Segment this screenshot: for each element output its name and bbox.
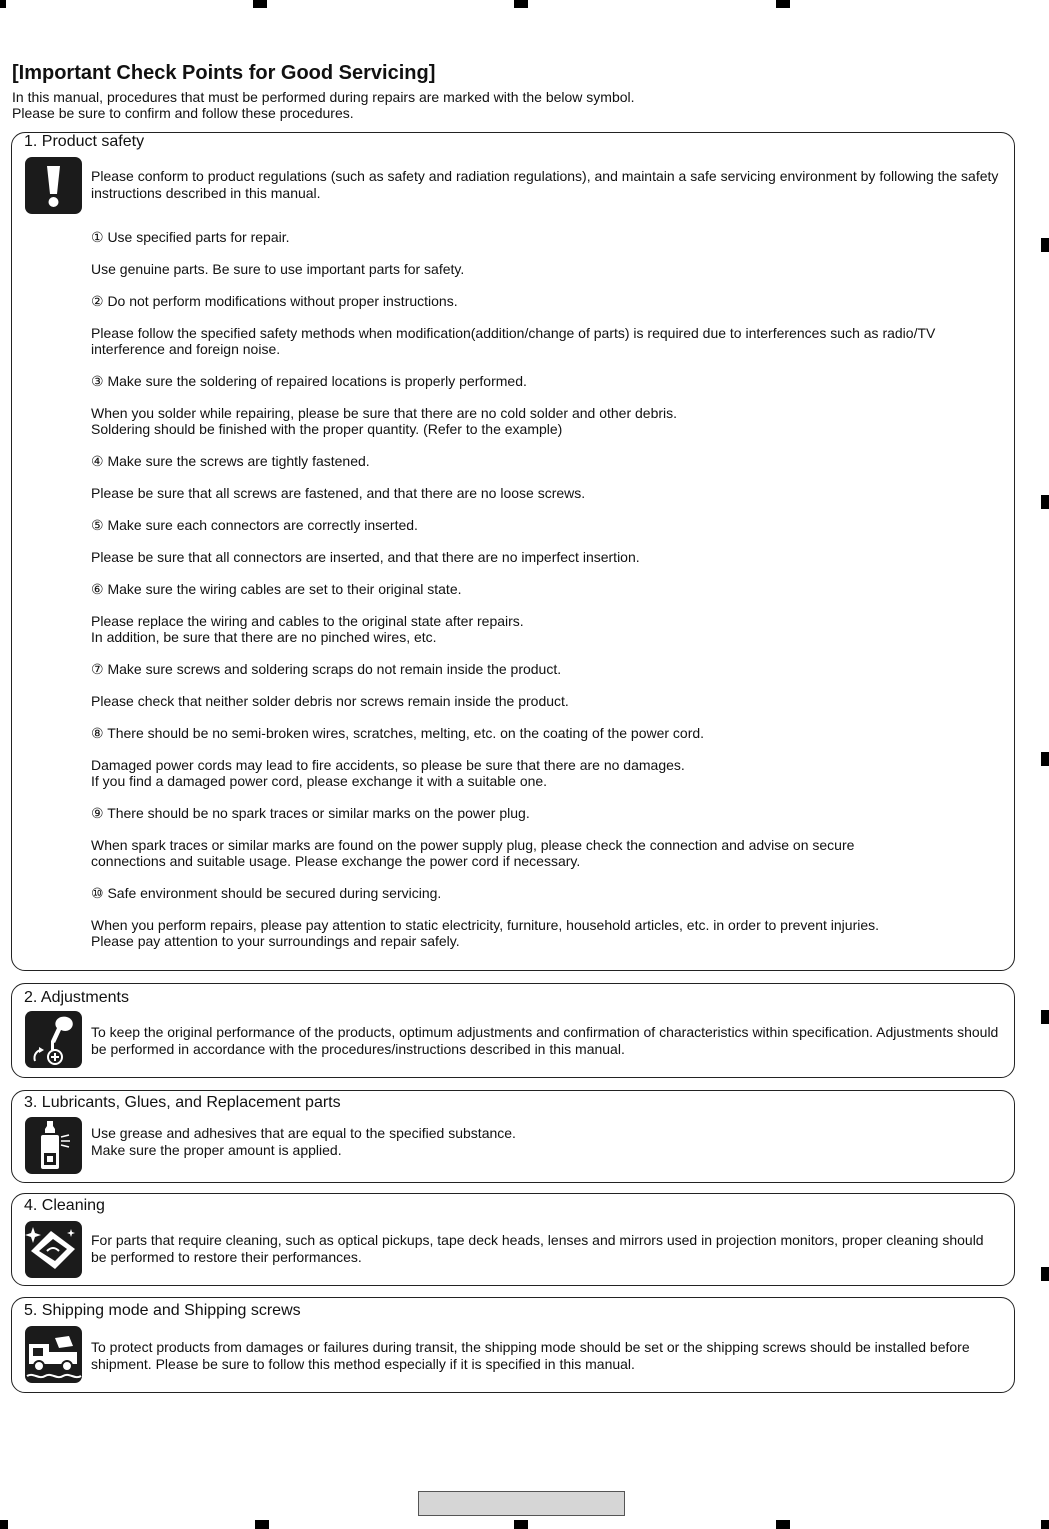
adjustments-section bbox=[11, 983, 1015, 1078]
list-item-body: When you solder while repairing, please be sure that there are no cold solder and other debris. Soldering should be finished with the proper quantity. (Refer to the example) bbox=[91, 405, 678, 437]
intro-line: Please be sure to confirm and follow these procedures. bbox=[12, 105, 354, 121]
lubricant-icon bbox=[25, 1117, 82, 1174]
crop-mark bbox=[1041, 1267, 1049, 1281]
shipping-truck-icon bbox=[25, 1326, 82, 1383]
list-item-body: Please replace the wiring and cables to the original state after repairs. In addition, be sure that there are no pinched wires, etc. bbox=[91, 613, 524, 645]
list-item-heading: ① Use specified parts for repair. bbox=[91, 229, 290, 245]
crop-mark bbox=[514, 1520, 528, 1529]
list-item-heading: ⑤ Make sure each connectors are correctly inserted. bbox=[91, 517, 418, 533]
section-title: 5. Shipping mode and Shipping screws bbox=[24, 1302, 301, 1319]
list-item-heading: ③ Make sure the soldering of repaired locations is properly performed. bbox=[91, 373, 527, 389]
section-description: Please conform to product regulations (such as safety and radiation regulations), and maintain a safe servicing environment by following the safety instructions described in this manual. bbox=[91, 168, 999, 201]
list-item-body: When you perform repairs, please pay attention to static electricity, furniture, household articles, etc. in order to prevent injuries. Please pay attention to your surroundings and repair safely. bbox=[91, 917, 880, 949]
list-item-heading: ⑦ Make sure screws and soldering scraps do not remain inside the product. bbox=[91, 661, 562, 677]
list-item-body: Please check that neither solder debris nor screws remain inside the product. bbox=[91, 693, 569, 709]
list-item-heading: ⑧ There should be no semi-broken wires, scratches, melting, etc. on the coating of the power cord. bbox=[91, 725, 705, 741]
section-title: 3. Lubricants, Glues, and Replacement parts bbox=[24, 1094, 341, 1111]
list-item-heading: ② Do not perform modifications without proper instructions. bbox=[91, 293, 458, 309]
list-item-body: Please follow the specified safety methods when modification(addition/change of parts) is required due to interferences such as radio/TV interference and foreign noise. bbox=[91, 325, 936, 357]
section-title: 2. Adjustments bbox=[24, 989, 129, 1006]
crop-mark bbox=[253, 0, 267, 8]
section-description: For parts that require cleaning, such as optical pickups, tape deck heads, lenses and mirrors used in projection monitors, proper cleaning should be performed to restore their performances. bbox=[91, 1232, 984, 1265]
section-description: To protect products from damages or failures during transit, the shipping mode should be set or the shipping screws should be installed before shipment. Please be sure to follow this method especially if it is specified in this manual. bbox=[91, 1339, 970, 1372]
intro-line: In this manual, procedures that must be performed during repairs are marked with the below symbol. bbox=[12, 89, 635, 105]
crop-mark bbox=[776, 0, 790, 8]
cleaning-icon bbox=[25, 1221, 82, 1278]
list-item-body: Please be sure that all connectors are inserted, and that there are no imperfect insertion. bbox=[91, 549, 640, 565]
crop-mark bbox=[0, 0, 6, 8]
section-description: To keep the original performance of the products, optimum adjustments and confirmation of characteristics within specification. Adjustments should be performed in accordance with the procedures/instructions described in this manual. bbox=[91, 1024, 999, 1057]
section-title: 4. Cleaning bbox=[24, 1197, 105, 1214]
list-item-body: Use genuine parts. Be sure to use important parts for safety. bbox=[91, 261, 465, 277]
lubricants-section bbox=[11, 1090, 1015, 1183]
list-item-body: Damaged power cords may lead to fire accidents, so please be sure that there are no damages. If you find a damaged power cord, please exchange it with a suitable one. bbox=[91, 757, 685, 789]
cleaning-section bbox=[11, 1193, 1015, 1286]
crop-mark bbox=[1041, 1520, 1049, 1529]
safety-items-list bbox=[91, 229, 1006, 949]
page-title: [Important Check Points for Good Servicing] bbox=[12, 62, 436, 84]
crop-mark bbox=[1041, 238, 1049, 252]
crop-mark bbox=[776, 1520, 790, 1529]
page-footer-box bbox=[418, 1491, 625, 1516]
crop-mark bbox=[255, 1520, 269, 1529]
section-title: 1. Product safety bbox=[24, 133, 145, 150]
crop-mark bbox=[514, 0, 528, 8]
list-item-heading: ⑩ Safe environment should be secured during servicing. bbox=[91, 885, 442, 901]
crop-mark bbox=[1041, 1010, 1049, 1024]
list-item-body: Please be sure that all screws are fastened, and that there are no loose screws. bbox=[91, 485, 586, 501]
exclamation-icon bbox=[25, 157, 82, 214]
crop-mark bbox=[0, 1520, 8, 1529]
product-safety-section bbox=[11, 132, 1015, 971]
list-item-heading: ⑥ Make sure the wiring cables are set to their original state. bbox=[91, 581, 462, 597]
list-item-heading: ④ Make sure the screws are tightly fastened. bbox=[91, 453, 370, 469]
crop-mark bbox=[1041, 495, 1049, 509]
intro-text bbox=[12, 89, 635, 121]
list-item-heading: ⑨ There should be no spark traces or similar marks on the power plug. bbox=[91, 805, 530, 821]
shipping-section bbox=[11, 1297, 1015, 1393]
adjustment-icon bbox=[25, 1011, 82, 1068]
list-item-body: When spark traces or similar marks are found on the power supply plug, please check the connection and advise on secure connections and suitable usage. Please exchange the power cord if necessary. bbox=[91, 837, 855, 869]
crop-mark bbox=[1041, 752, 1049, 766]
section-description: Use grease and adhesives that are equal to the specified substance. Make sure the proper amount is applied. bbox=[91, 1125, 516, 1158]
